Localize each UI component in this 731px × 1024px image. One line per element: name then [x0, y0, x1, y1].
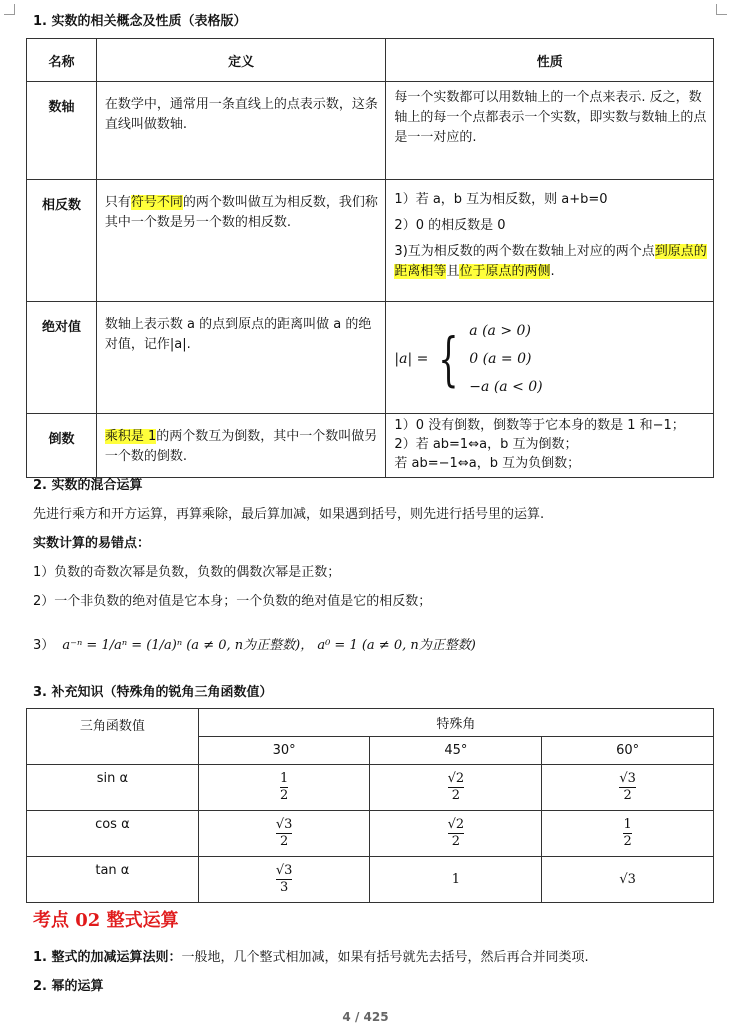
trig-value — [542, 811, 714, 857]
table-row — [27, 414, 714, 478]
section-4-title: 1. 整式的加减运算法则： — [33, 950, 182, 965]
error-item — [33, 634, 476, 653]
numerator: √2 — [447, 771, 465, 786]
property-text: 3)互为相反数的两个数在数轴上对应的两个点 — [394, 244, 655, 259]
trig-value — [370, 765, 542, 811]
numerator: 1 — [623, 817, 632, 832]
section-5-title: 2. 幂的运算 — [33, 979, 104, 994]
fn-tan: tan α — [27, 857, 199, 903]
special-angle-trig-table — [26, 708, 714, 903]
header-properties: 性质 — [386, 39, 714, 82]
trig-value — [198, 811, 370, 857]
abs-case: 0 (a = 0) — [469, 350, 532, 367]
value: 1 — [451, 872, 460, 887]
numerator: √3 — [619, 771, 636, 786]
kaodian-heading: 考点 02 整式运算 — [33, 910, 179, 931]
row-name: 绝对值 — [27, 302, 97, 414]
page-corner-mark-right — [716, 4, 727, 15]
section-1-title: 1. 实数的相关概念及性质（表格版） — [33, 14, 247, 29]
definition-text: 的两个数互为倒数，其中一个数叫做另一个数的倒数. — [104, 429, 378, 464]
highlight: 乘积是 1 — [104, 429, 157, 444]
trig-corner-label: 三角函数值 — [27, 709, 199, 765]
trig-value — [370, 857, 542, 903]
abs-case: −a (a < 0) — [469, 378, 543, 395]
trig-value — [542, 765, 714, 811]
table-row — [27, 857, 714, 903]
row-properties — [386, 414, 714, 478]
page-indicator: 4 / 425 — [342, 1010, 389, 1024]
denominator: 2 — [623, 788, 632, 803]
highlight: 符号不同 — [130, 195, 183, 210]
property-line: 1）0 没有倒数，倒数等于它本身的数是 1 和−1； — [394, 418, 685, 433]
angle-60: 60° — [542, 737, 714, 765]
table-row — [27, 811, 714, 857]
value: √3 — [619, 872, 636, 887]
numerator: √2 — [447, 817, 465, 832]
denominator: 2 — [451, 788, 460, 803]
error-item: 2）一个非负数的绝对值是它本身；一个负数的绝对值是它的相反数； — [33, 594, 432, 609]
error-number: 3） — [33, 638, 55, 653]
numerator: 1 — [279, 771, 289, 786]
table-row — [27, 180, 714, 302]
error-item: 1）负数的奇数次幂是负数，负数的偶数次幂是正数； — [33, 565, 341, 580]
special-angle-header: 特殊角 — [198, 709, 713, 737]
errors-title: 实数计算的易错点： — [33, 536, 151, 551]
numerator: √3 — [275, 817, 293, 832]
fn-cos: cos α — [27, 811, 199, 857]
property-line: 1）若 a，b 互为相反数，则 a+b=0 — [394, 192, 608, 207]
section-2-title: 2. 实数的混合运算 — [33, 478, 143, 493]
abs-value-formula — [386, 302, 714, 414]
property-line: 2）0 的相反数是 0 — [394, 218, 506, 233]
section-3-title: 3. 补充知识（特殊角的锐角三角函数值） — [33, 685, 273, 700]
table-row — [27, 302, 714, 414]
denominator: 3 — [279, 880, 289, 895]
row-name: 倒数 — [27, 414, 97, 478]
exponent-formula: a⁻ⁿ = 1/aⁿ = (1/a)ⁿ (a ≠ 0, n为正整数)， a⁰ = 1 (a ≠ 0, n为正整数) — [62, 638, 476, 653]
abs-case: a (a > 0) — [469, 322, 531, 339]
row-name: 数轴 — [27, 82, 97, 180]
denominator: 2 — [451, 834, 460, 849]
denominator: 2 — [623, 834, 632, 849]
denominator: 2 — [279, 834, 289, 849]
header-name: 名称 — [27, 39, 97, 82]
brace: { — [438, 324, 459, 393]
table-row — [27, 765, 714, 811]
row-definition: 数轴上表示数 a 的点到原点的距离叫做 a 的绝对值，记作|a|. — [96, 302, 386, 414]
row-definition — [96, 180, 386, 302]
header-definition: 定义 — [96, 39, 386, 82]
highlight: 到原点的距离相等 — [394, 244, 707, 279]
section-2-text: 先进行乘方和开方运算，再算乘除，最后算加减，如果遇到括号，则先进行括号里的运算. — [33, 507, 545, 522]
definition-text: 只有 — [104, 195, 131, 210]
trig-value — [198, 765, 370, 811]
row-definition: 在数学中，通常用一条直线上的点表示数，这条直线叫做数轴. — [96, 82, 386, 180]
highlight: 位于原点的两侧 — [459, 264, 551, 279]
property-line: 2）若 ab=1⇔a，b 互为倒数； — [394, 437, 578, 452]
angle-30: 30° — [198, 737, 370, 765]
fn-sin: sin α — [27, 765, 199, 811]
row-definition — [96, 414, 386, 478]
row-properties — [386, 180, 714, 302]
numerator: √3 — [275, 863, 293, 878]
section-4-text: 一般地，几个整式相加减，如果有括号就先去括号，然后再合并同类项. — [181, 950, 589, 965]
trig-value — [370, 811, 542, 857]
property-line — [394, 242, 707, 282]
table-header-row — [27, 39, 714, 82]
table-row — [27, 82, 714, 180]
table-header-row — [27, 709, 714, 737]
abs-lhs: |a| = — [394, 350, 429, 367]
property-line: 若 ab=−1⇔a，b 互为负倒数； — [394, 456, 581, 471]
denominator: 2 — [279, 788, 289, 803]
trig-value — [542, 857, 714, 903]
page-corner-mark-left — [4, 4, 15, 15]
row-properties: 每一个实数都可以用数轴上的一个点来表示. 反之，数轴上的每一个点都表示一个实数，即实数与数轴上的点是一一对应的. — [386, 82, 714, 180]
row-name: 相反数 — [27, 180, 97, 302]
angle-45: 45° — [370, 737, 542, 765]
section-4-line — [33, 946, 589, 965]
trig-value — [198, 857, 370, 903]
property-text: . — [550, 264, 555, 279]
real-number-properties-table — [26, 38, 714, 478]
definition-text: 的两个数叫做互为相反数，我们称其中一个数是另一个数的相反数. — [104, 195, 378, 230]
property-text: 且 — [446, 264, 460, 279]
